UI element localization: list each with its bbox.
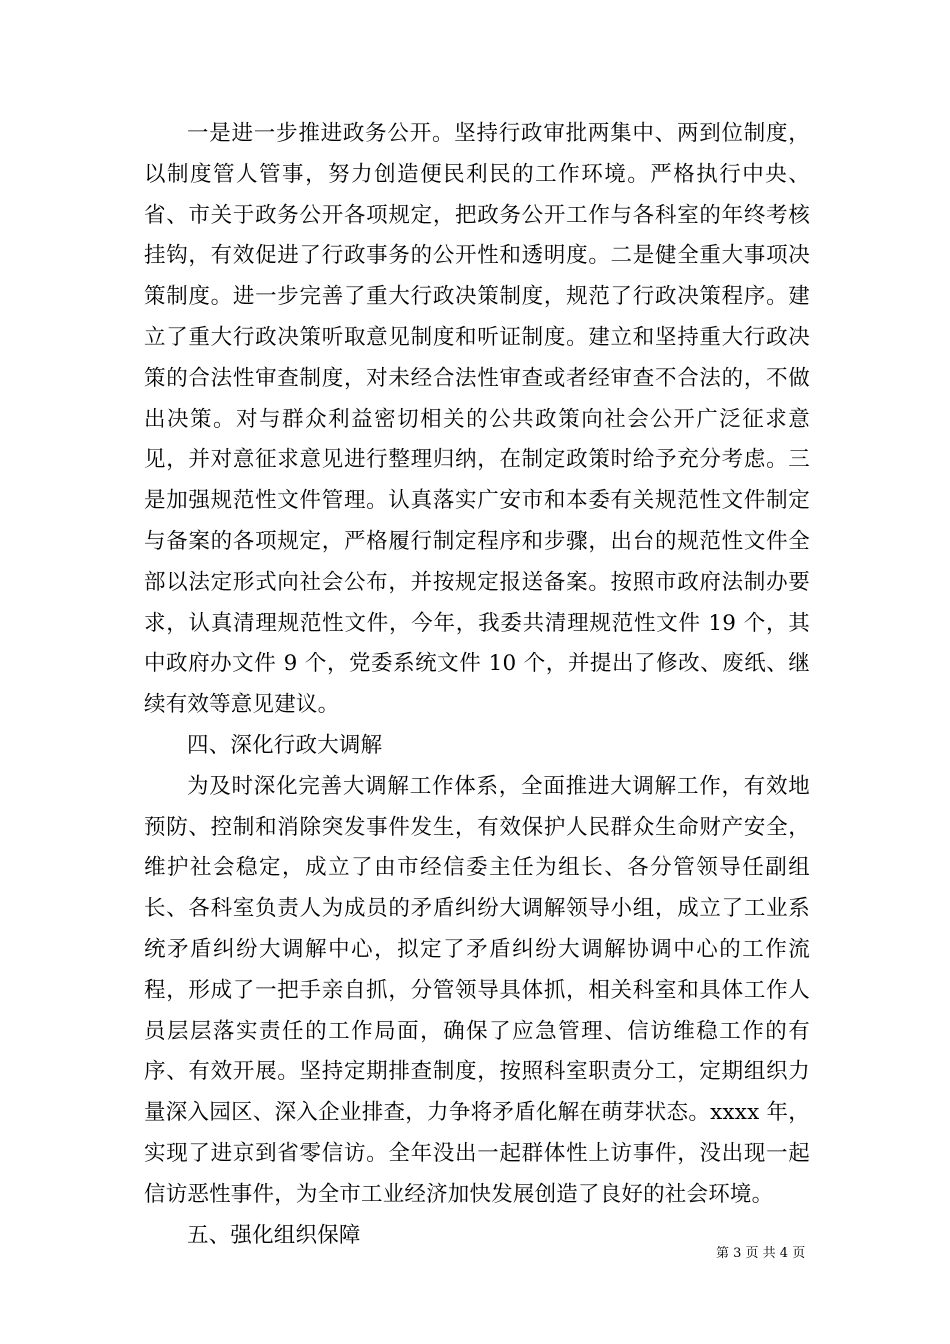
section-heading-5: 五、强化组织保障 — [187, 1222, 361, 1248]
paragraph-mediation: 为及时深化完善大调解工作体系，全面推进大调解工作，有效地预防、控制和消除突发事件发生，有效保护人民群众生命财产安全，维护社会稳定，成立了由市经信委主任为组长、各分管领导任副组长、各科室负责人为成员的矛盾纠纷大调解领导小组，成立了工业系统矛盾纠纷大调解中心，拟定了矛盾纠纷大调解协调中心的工作流程，形成了一把手亲自抓，分管领导具体抓，相关科室和具体工作人员层层落实责任的工作局面，确保了应急管理、信访维稳工作的有序、有效开展。坚持定期排查制度，按照科室职责分工，定期组织力量深入园区、深入企业排查，力争将矛盾化解在萌芽状态。xxxx 年，实现了进京到省零信访。全年没出一起群体性上访事件，没出现一起信访恶性事件，为全市工业经济加快发展创造了良好的社会环境。 — [144, 773, 810, 1207]
paragraph-policy-disclosure: 一是进一步推进政务公开。坚持行政审批两集中、两到位制度，以制度管人管事，努力创造便民利民的工作环境。严格执行中央、省、市关于政务公开各项规定，把政务公开工作与各科室的年终考核挂钩，有效促进了行政事务的公开性和透明度。二是健全重大事项决策制度。进一步完善了重大行政决策制度，规范了行政决策程序。建立了重大行政决策听取意见制度和听证制度。建立和坚持重大行政决策的合法性审查制度，对未经合法性审查或者经审查不合法的，不做出决策。对与群众利益密切相关的公共政策向社会公开广泛征求意见，并对意征求意见进行整理归纳，在制定政策时给予充分考虑。三是加强规范性文件管理。认真落实广安市和本委有关规范性文件制定与备案的各项规定，严格履行制定程序和步骤，出台的规范性文件全部以法定形式向社会公布，并按规定报送备案。按照市政府法制办要求，认真清理规范性文件，今年，我委共清理规范性文件 19 个，其中政府办文件 9 个，党委系统文件 10 个，并提出了修改、废纸、继续有效等意见建议。 — [144, 121, 810, 718]
document-body — [144, 114, 810, 1256]
page-number-footer: 第 3 页 共 4 页 — [716, 1246, 806, 1261]
section-heading-4: 四、深化行政大调解 — [187, 732, 383, 758]
